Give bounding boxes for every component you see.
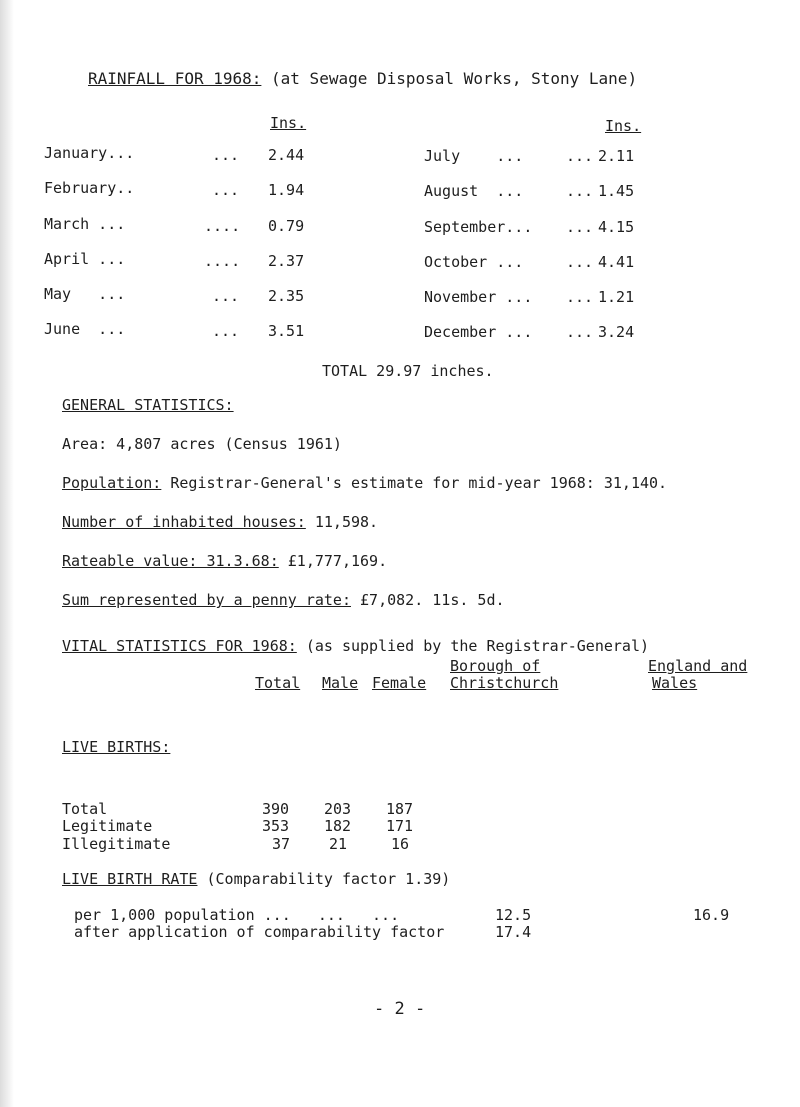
rainfall-month-label: April ... [44,250,126,268]
col-total-heading: Total [255,674,301,692]
houses-text: 11,598. [305,513,379,531]
rainfall-value: 0.79 [268,217,305,235]
rainfall-value: 1.21 [598,288,635,306]
rainfall-value: 4.15 [598,218,635,236]
page-number: - 2 - [374,999,426,1019]
after-comparability-label: after application of comparability factor [74,923,445,941]
rainfall-value: 1.94 [268,181,305,199]
rainfall-dots: ... [212,146,240,164]
penny-rate-line [62,591,505,609]
general-statistics-heading: GENERAL STATISTICS: [62,396,234,414]
table-cell-male: 21 [329,835,348,853]
col-christchurch-heading: Christchurch [450,674,559,692]
rainfall-value: 3.24 [598,323,635,341]
rainfall-month-label: May ... [44,285,126,303]
rainfall-dots: ... [212,287,240,305]
rainfall-month-label: January... [44,144,135,162]
rainfall-month-label: November ... [424,288,533,306]
table-cell-female: 171 [386,817,414,835]
rainfall-title-underlined: RAINFALL FOR 1968: [88,69,262,88]
vital-statistics-heading [62,637,649,655]
col-male-heading: Male [322,674,359,692]
rainfall-value: 3.51 [268,322,305,340]
live-birth-rate-label: LIVE BIRTH RATE [62,870,198,888]
rainfall-month-label: March ... [44,215,126,233]
rainfall-dots: .... [204,217,241,235]
table-cell-female: 187 [386,800,414,818]
comparability-factor-text: (Comparability factor 1.39) [197,870,451,888]
table-row-label: Illegitimate [62,835,171,853]
rainfall-dots: ... [566,218,594,236]
rainfall-dots: ... [212,322,240,340]
rainfall-dots: .... [204,252,241,270]
area-line: Area: 4,807 acres (Census 1961) [62,435,342,453]
penny-rate-label: Sum represented by a penny rate: [62,591,351,609]
per-1000-borough-value: 12.5 [495,906,532,924]
rainfall-month-label: July ... [424,147,524,165]
rainfall-title [88,70,637,88]
rainfall-month-label: August ... [424,182,524,200]
vital-heading-rest: (as supplied by the Registrar-General) [296,637,650,655]
col-borough-heading: Borough of [450,657,541,675]
penny-rate-text: £7,082. 11s. 5d. [350,591,505,609]
population-line [62,474,667,492]
vital-heading-underlined: VITAL STATISTICS FOR 1968: [62,637,297,655]
col-england-heading: England and [648,657,748,675]
rainfall-month-label: December ... [424,323,533,341]
table-cell-total: 390 [262,800,290,818]
rateable-line [62,552,387,570]
rainfall-dots: ... [566,182,594,200]
rainfall-dots: ... [566,288,594,306]
rainfall-month-label: February.. [44,179,135,197]
table-cell-male: 203 [324,800,352,818]
rainfall-value: 2.35 [268,287,305,305]
rainfall-month-label: June ... [44,320,126,338]
population-text: Registrar-General's estimate for mid-year 1968: 31,140. [161,474,668,492]
rainfall-value: 1.45 [598,182,635,200]
after-comparability-borough-value: 17.4 [495,923,532,941]
rainfall-title-rest: (at Sewage Disposal Works, Stony Lane) [261,69,638,88]
per-1000-label: per 1,000 population ... ... ... [74,906,400,924]
live-birth-rate-heading [62,870,450,888]
rateable-label: Rateable value: 31.3.68: [62,552,279,570]
rainfall-value: 4.41 [598,253,635,271]
left-ins-heading: Ins. [270,114,307,132]
right-ins-heading: Ins. [605,117,642,135]
table-cell-total: 37 [272,835,291,853]
rateable-text: £1,777,169. [278,552,388,570]
rainfall-month-label: October ... [424,253,524,271]
population-label: Population: [62,474,162,492]
rainfall-value: 2.44 [268,146,305,164]
houses-line [62,513,378,531]
scan-edge-shadow [0,0,14,1107]
rainfall-dots: ... [566,323,594,341]
col-wales-heading: Wales [652,674,698,692]
rainfall-value: 2.37 [268,252,305,270]
col-female-heading: Female [372,674,427,692]
rainfall-month-label: September... [424,218,533,236]
rainfall-dots: ... [566,253,594,271]
table-cell-female: 16 [391,835,410,853]
rainfall-dots: ... [212,181,240,199]
table-cell-male: 182 [324,817,352,835]
table-row-label: Total [62,800,108,818]
rainfall-dots: ... [566,147,594,165]
table-row-label: Legitimate [62,817,153,835]
live-births-heading: LIVE BIRTHS: [62,738,171,756]
houses-label: Number of inhabited houses: [62,513,306,531]
per-1000-england-value: 16.9 [693,906,730,924]
rainfall-total: TOTAL 29.97 inches. [322,362,494,380]
table-cell-total: 353 [262,817,290,835]
rainfall-value: 2.11 [598,147,635,165]
